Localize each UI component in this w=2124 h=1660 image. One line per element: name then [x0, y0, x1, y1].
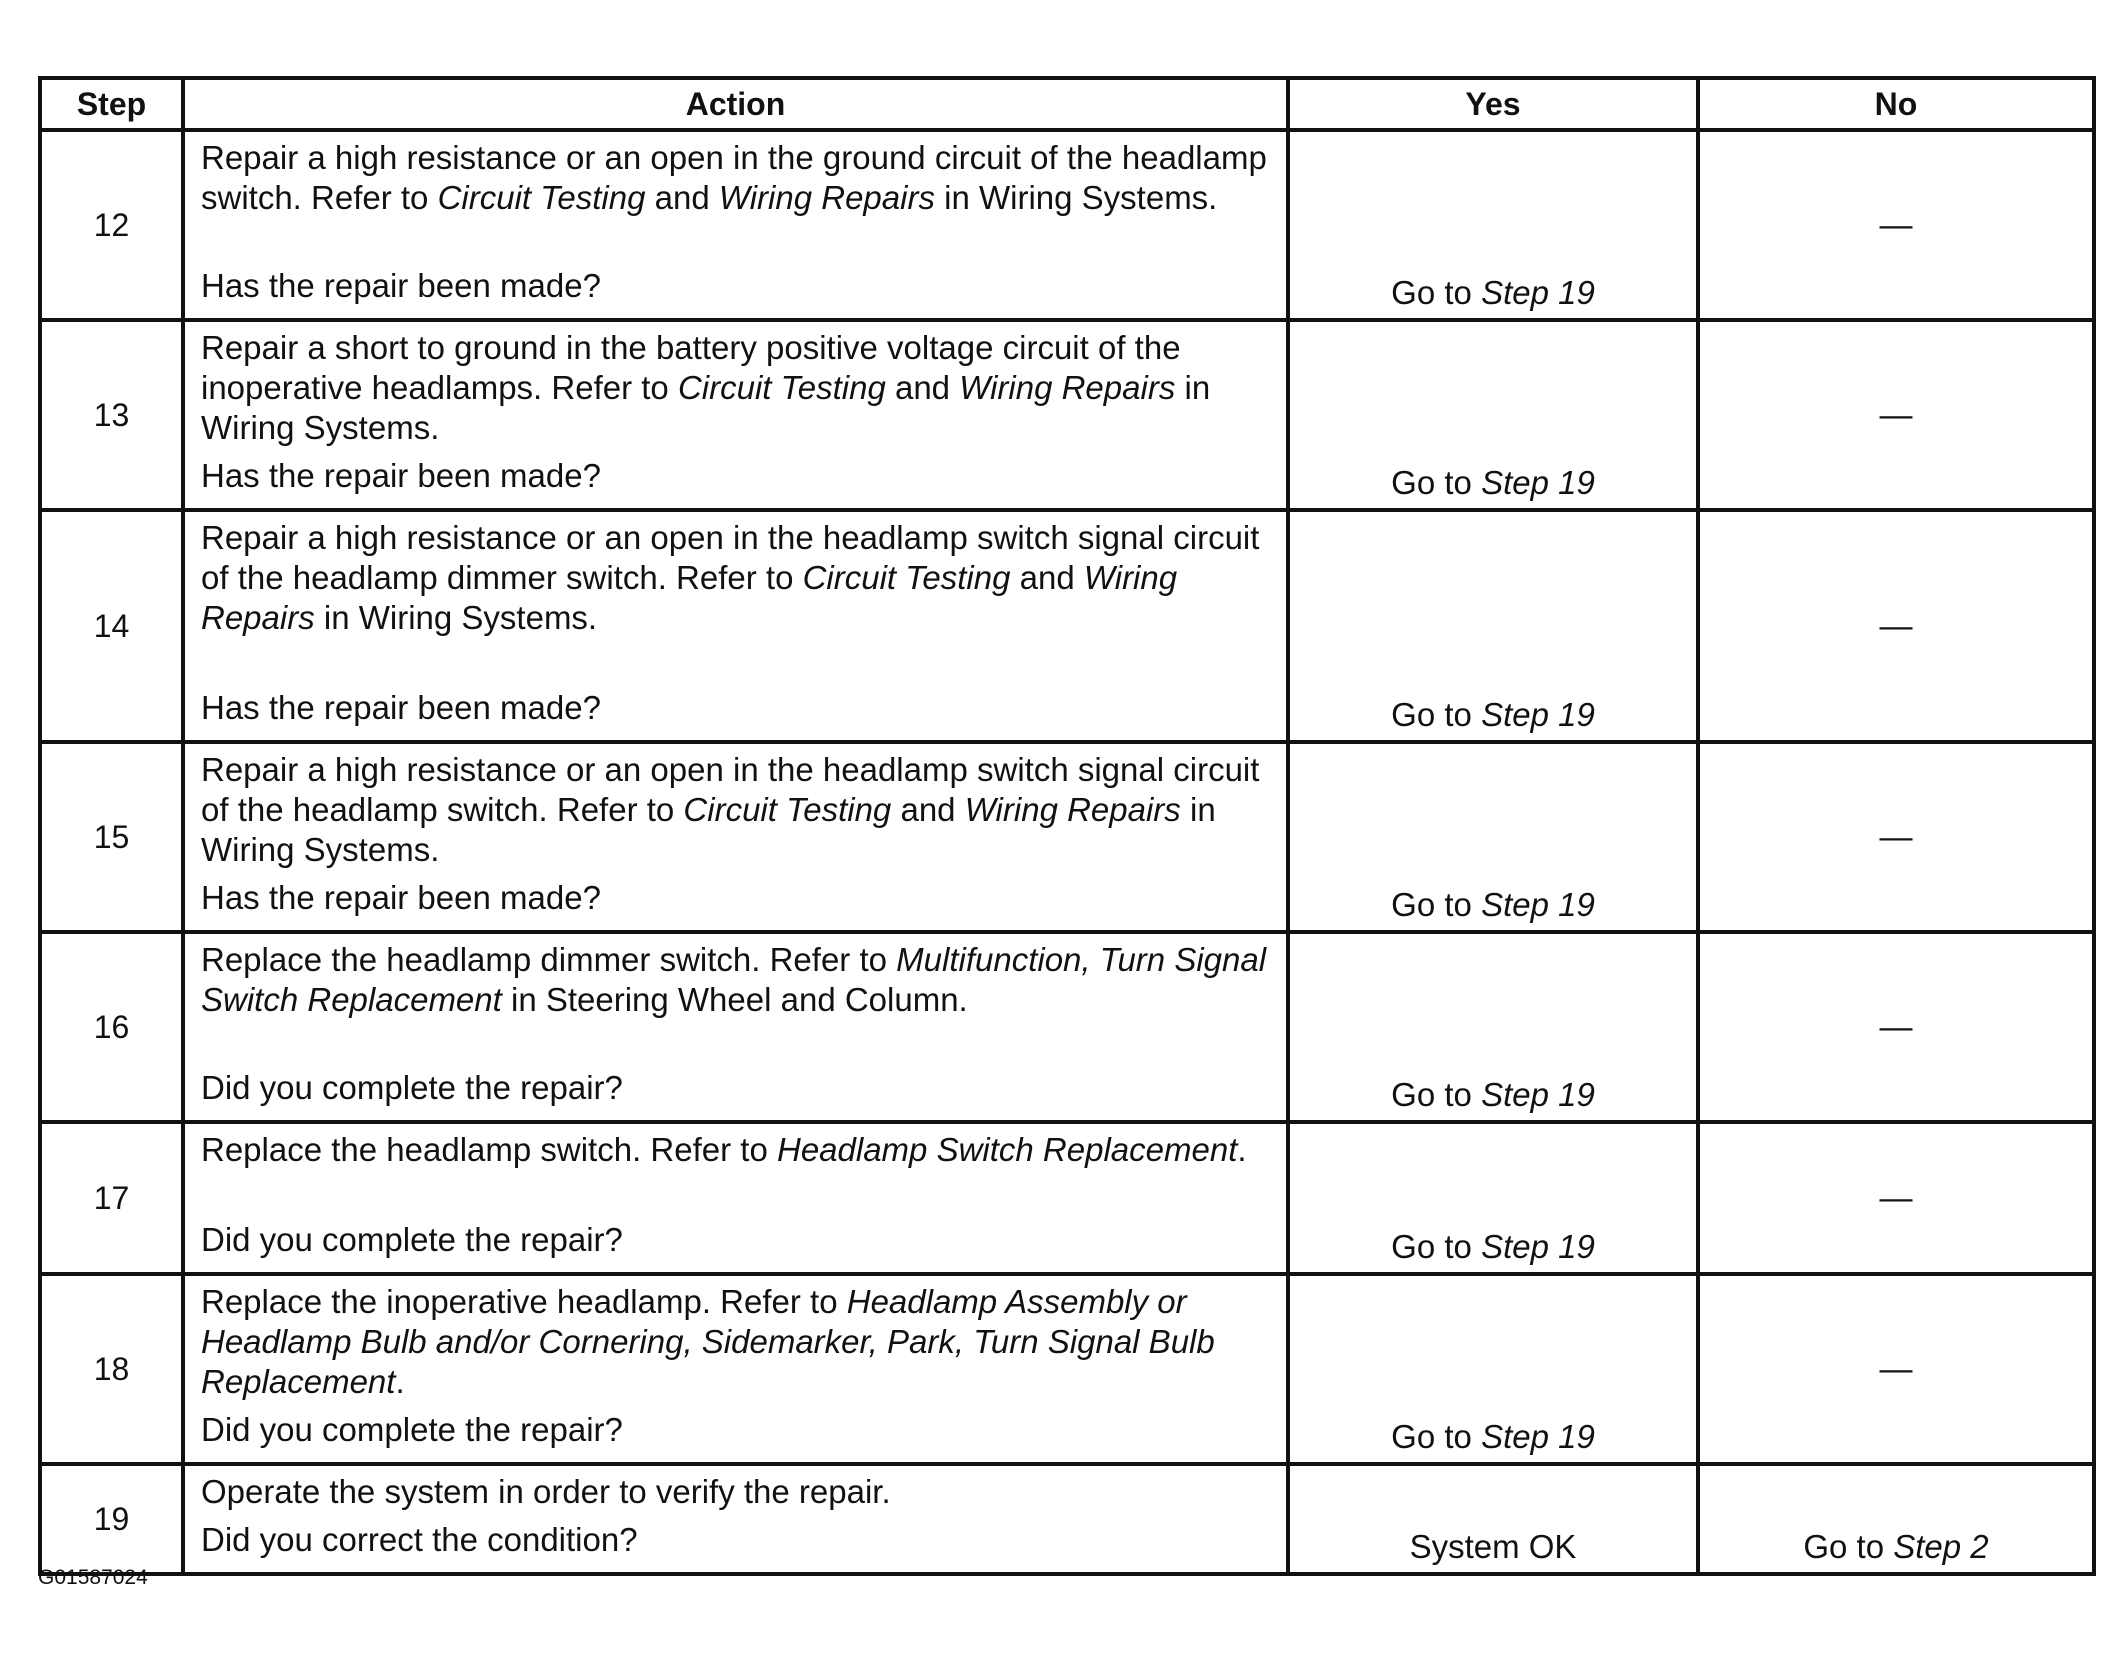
action-text: Replace the headlamp switch. Refer to	[201, 1131, 777, 1168]
yes-goto-step-link[interactable]: Step 19	[1481, 696, 1595, 733]
not-applicable-dash: —	[1879, 1350, 1913, 1387]
action-text: and	[645, 179, 719, 216]
action-question: Did you complete the repair?	[201, 1069, 623, 1106]
action-text: Repair a high resistance or an open in the headlamp switch signal circuit of the headlamp switch. Refer to	[201, 751, 1260, 828]
action-cell	[183, 742, 1288, 932]
action-text: and	[885, 369, 960, 406]
action-text: Operate the system in order to verify the repair.	[201, 1473, 891, 1510]
action-text: and	[891, 791, 965, 828]
reference-link-text: Circuit Testing	[677, 369, 886, 406]
not-applicable-dash: —	[1879, 396, 1913, 433]
not-applicable-dash: —	[1879, 1179, 1913, 1216]
action-cell	[183, 130, 1288, 320]
no-cell	[1698, 510, 2094, 742]
table-row	[40, 510, 2094, 742]
header-step: Step	[40, 78, 183, 130]
table-row	[40, 1122, 2094, 1274]
yes-text: System OK	[1409, 1528, 1577, 1565]
not-applicable-dash: —	[1879, 818, 1913, 855]
yes-cell	[1288, 320, 1698, 510]
action-description	[201, 750, 1270, 870]
action-question: Has the repair been made?	[201, 267, 601, 304]
yes-cell	[1288, 1122, 1698, 1274]
action-description	[201, 328, 1270, 448]
action-text: .	[1237, 1131, 1247, 1168]
table-row	[40, 1274, 2094, 1464]
table-row	[40, 320, 2094, 510]
action-description	[201, 1282, 1270, 1402]
action-cell	[183, 1122, 1288, 1274]
reference-link-text: Wiring Repairs	[718, 179, 935, 216]
action-text: in Wiring Systems.	[201, 791, 1216, 868]
reference-link-text: Circuit Testing	[683, 791, 892, 828]
yes-goto-step-link[interactable]: Step 19	[1481, 1418, 1595, 1455]
reference-link-text: Circuit Testing	[802, 559, 1011, 596]
no-cell	[1698, 320, 2094, 510]
yes-text: Go to	[1391, 464, 1482, 501]
action-text: Replace the inoperative headlamp. Refer to	[201, 1283, 847, 1320]
step-number: 19	[40, 1464, 183, 1574]
yes-text: Go to	[1391, 274, 1482, 311]
step-number: 16	[40, 932, 183, 1122]
reference-link-text: Headlamp Assembly or Headlamp Bulb and/or Cornering, Sidemarker, Park, Turn Signal Bulb Replacement	[201, 1283, 1215, 1400]
reference-link-text: Wiring Repairs	[964, 791, 1181, 828]
action-description	[201, 940, 1270, 1020]
yes-goto-step-link[interactable]: Step 19	[1481, 274, 1595, 311]
table-row	[40, 130, 2094, 320]
action-text: in Wiring Systems.	[314, 599, 598, 636]
yes-text: Go to	[1391, 696, 1482, 733]
action-text: Repair a high resistance or an open in the ground circuit of the headlamp switch. Refer to	[201, 139, 1267, 216]
no-cell	[1698, 932, 2094, 1122]
yes-goto-step-link[interactable]: Step 19	[1481, 886, 1595, 923]
no-cell	[1698, 130, 2094, 320]
step-number: 12	[40, 130, 183, 320]
action-question: Has the repair been made?	[201, 879, 601, 916]
diagnostic-table-container	[38, 76, 2092, 1576]
not-applicable-dash: —	[1879, 607, 1913, 644]
action-cell	[183, 1464, 1288, 1574]
yes-cell	[1288, 1274, 1698, 1464]
action-question: Did you correct the condition?	[201, 1521, 638, 1558]
action-text: in Wiring Systems.	[934, 179, 1218, 216]
action-text: and	[1010, 559, 1084, 596]
table-row	[40, 1464, 2094, 1574]
yes-goto-step-link[interactable]: Step 19	[1481, 464, 1595, 501]
yes-cell	[1288, 742, 1698, 932]
reference-link-text: Wiring Repairs	[959, 369, 1176, 406]
yes-goto-step-link[interactable]: Step 19	[1481, 1228, 1595, 1265]
reference-link-text: Wiring Repairs	[201, 559, 1178, 636]
action-cell	[183, 1274, 1288, 1464]
action-text: in Wiring Systems.	[201, 369, 1211, 446]
yes-text: Go to	[1391, 1418, 1482, 1455]
yes-goto-step-link[interactable]: Step 19	[1481, 1076, 1595, 1113]
action-cell	[183, 510, 1288, 742]
yes-text: Go to	[1391, 886, 1482, 923]
action-cell	[183, 932, 1288, 1122]
step-number: 14	[40, 510, 183, 742]
action-text: Repair a short to ground in the battery positive voltage circuit of the inoperative headlamps. Refer to	[201, 329, 1181, 406]
step-number: 13	[40, 320, 183, 510]
action-question: Has the repair been made?	[201, 457, 601, 494]
action-description	[201, 138, 1270, 218]
yes-cell	[1288, 1464, 1698, 1574]
no-goto-step-link[interactable]: Step 2	[1893, 1528, 1989, 1565]
action-text: Repair a high resistance or an open in the headlamp switch signal circuit of the headlamp dimmer switch. Refer to	[201, 519, 1260, 596]
reference-link-text: Multifunction, Turn Signal Switch Replacement	[201, 941, 1267, 1018]
no-cell	[1698, 742, 2094, 932]
action-description	[201, 1130, 1270, 1170]
action-question: Did you complete the repair?	[201, 1411, 623, 1448]
table-row	[40, 742, 2094, 932]
no-cell	[1698, 1122, 2094, 1274]
action-description	[201, 518, 1270, 638]
header-no: No	[1698, 78, 2094, 130]
action-text: .	[395, 1363, 405, 1400]
action-description	[201, 1472, 1270, 1512]
yes-cell	[1288, 510, 1698, 742]
no-cell	[1698, 1274, 2094, 1464]
header-row	[40, 78, 2094, 130]
action-text: in Steering Wheel and Column.	[501, 981, 968, 1018]
not-applicable-dash: —	[1879, 1008, 1913, 1045]
not-applicable-dash: —	[1879, 206, 1913, 243]
figure-code: G01587024	[38, 1566, 148, 1589]
step-number: 17	[40, 1122, 183, 1274]
header-action: Action	[183, 78, 1288, 130]
reference-link-text: Headlamp Switch Replacement	[776, 1131, 1238, 1168]
yes-text: Go to	[1391, 1076, 1482, 1113]
yes-cell	[1288, 932, 1698, 1122]
action-text: Replace the headlamp dimmer switch. Refer to	[201, 941, 897, 978]
table-body	[40, 130, 2094, 1574]
table-row	[40, 932, 2094, 1122]
header-yes: Yes	[1288, 78, 1698, 130]
action-question: Has the repair been made?	[201, 689, 601, 726]
action-cell	[183, 320, 1288, 510]
yes-text: Go to	[1391, 1228, 1482, 1265]
diagnostic-table	[38, 76, 2096, 1576]
step-number: 18	[40, 1274, 183, 1464]
reference-link-text: Circuit Testing	[437, 179, 646, 216]
yes-cell	[1288, 130, 1698, 320]
no-cell	[1698, 1464, 2094, 1574]
no-text: Go to	[1803, 1528, 1894, 1565]
action-question: Did you complete the repair?	[201, 1221, 623, 1258]
step-number: 15	[40, 742, 183, 932]
